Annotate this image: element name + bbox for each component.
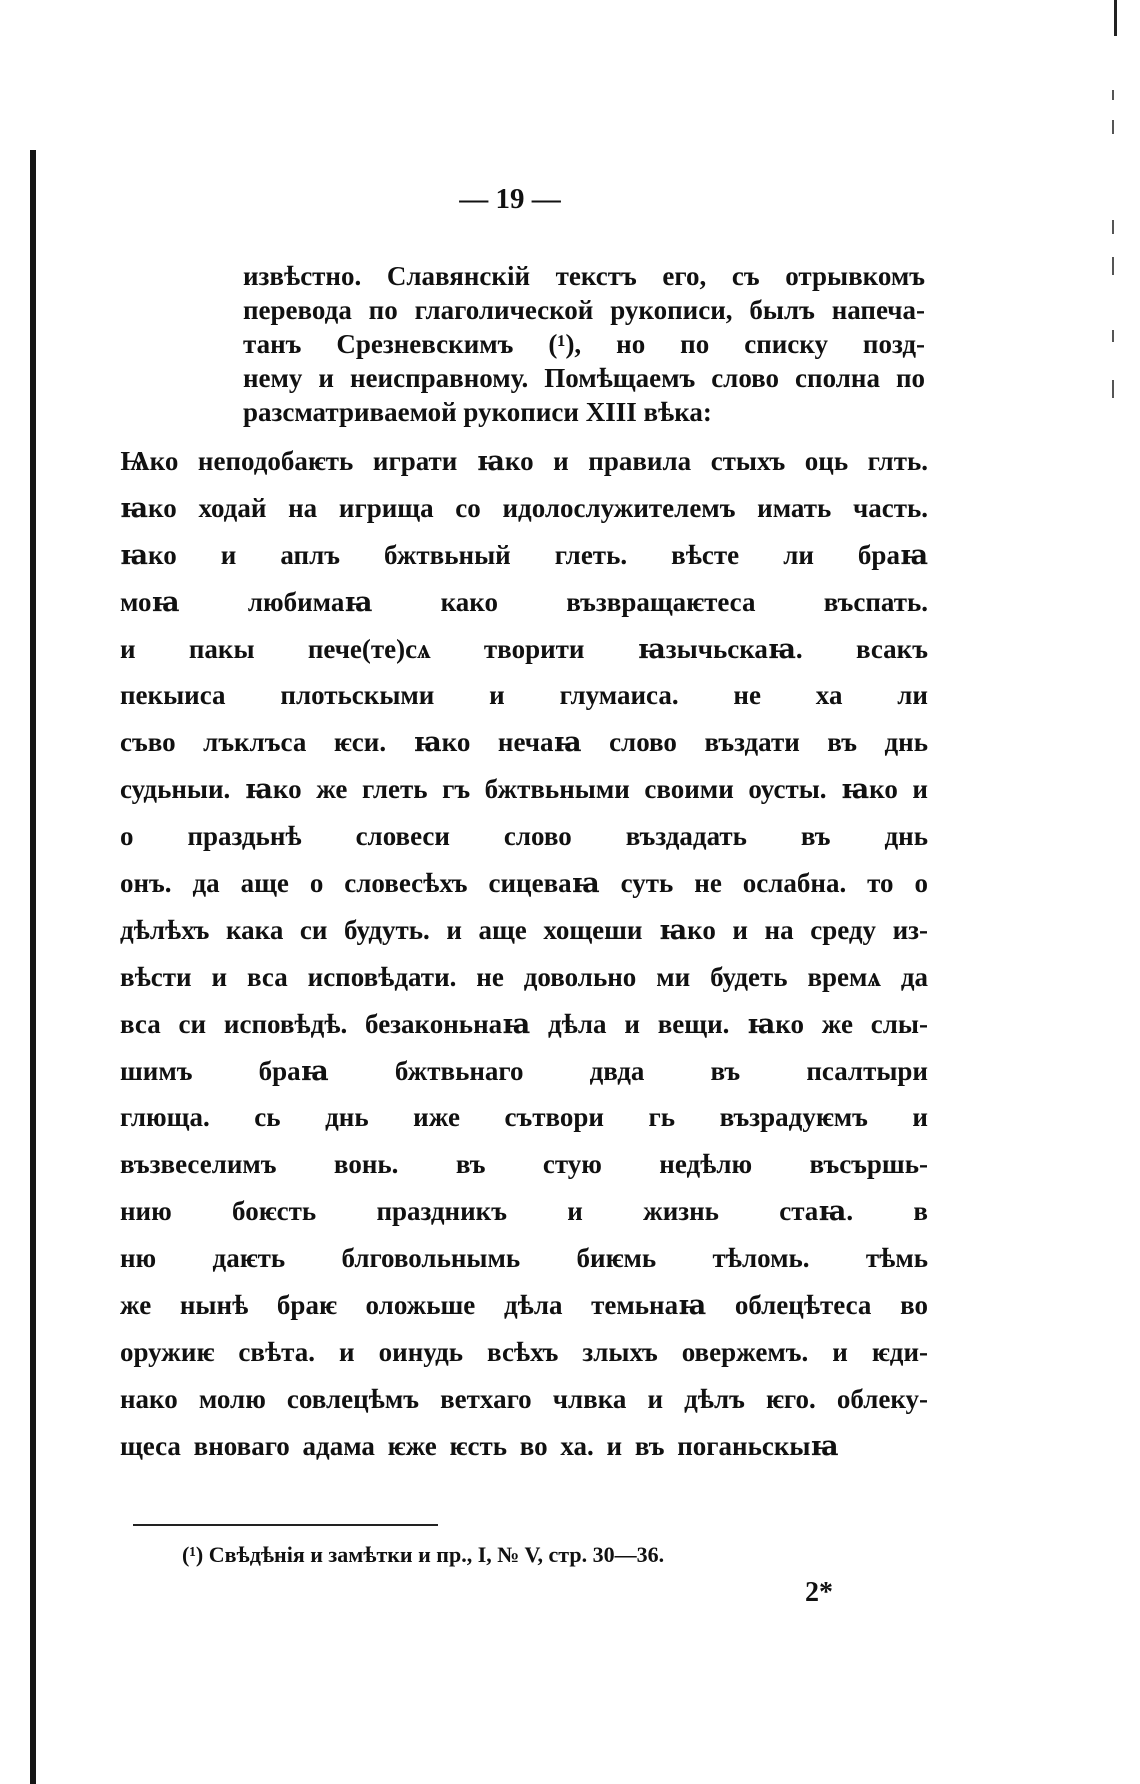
- text-line: съво лъклъса ѥси. ꙗко нечаꙗ слово въздати въ днь: [120, 727, 928, 758]
- text-line: щеса вноваго адама ѥже ѥсть во ха. и въ поганьскыꙗ: [120, 1430, 839, 1461]
- page-edge: [1114, 0, 1117, 36]
- edge-mark: [1112, 220, 1114, 234]
- text-line: пекыиса плотьскыми и глумаиса. не ха ли: [120, 680, 928, 711]
- text-line: ꙗко ходай на игрища со идолослужителемъ имать часть.: [120, 492, 928, 523]
- intro-line: танъ Срезневскимъ (¹), но по списку позд-: [243, 329, 925, 359]
- slavonic-text: [120, 438, 928, 1470]
- text-line: глюща. сь днь иже сътвори гь възрадуѥмъ и: [120, 1102, 928, 1133]
- page-number: — 19 —: [459, 183, 561, 215]
- footnote: (¹) Свѣдѣнія и замѣтки и пр., I, № V, стр. 30—36.: [182, 1542, 665, 1567]
- edge-mark: [1112, 120, 1114, 134]
- text-line: моꙗ любимаꙗ како възвращаѥтеса въспать.: [120, 586, 928, 617]
- text-line: оружиѥ свѣта. и оинудь всѣхъ злыхъ овержемъ. и ѥди-: [120, 1336, 928, 1367]
- intro-paragraph: [243, 259, 925, 429]
- footnote-divider: [133, 1524, 438, 1526]
- text-line: судьныи. ꙗко же глеть гъ бжтвьными своими оусты. ꙗко и: [120, 774, 928, 805]
- intro-line: нему и неисправному. Помѣщаемъ слово сполна по: [243, 363, 925, 393]
- text-line: ню даѥть блговольнымь биѥмь тѣломь. тѣмь: [120, 1243, 928, 1274]
- signature-mark: 2*: [805, 1577, 833, 1608]
- text-line: вса си исповѣдѣ. безаконьнаꙗ дѣла и вещи. ꙗко же слы-: [120, 1008, 928, 1039]
- text-line: о праздьнѣ словеси слово въздадать въ днь: [120, 821, 928, 852]
- text-line: нако молю совлецѣмъ ветхаго члвка и дѣлъ ѥго. облеку-: [120, 1383, 928, 1414]
- text-line: ꙗко и аплъ бжтвьный глеть. вѣсте ли браꙗ: [120, 539, 928, 570]
- text-line: вѣсти и вса исповѣдати. не довольно ми будеть времѧ да: [120, 961, 928, 992]
- text-line: онъ. да аще о словесѣхъ сицеваꙗ суть не ослабна. то о: [120, 868, 928, 899]
- text-line: шимъ браꙗ бжтвьнаго двда въ псалтыри: [120, 1055, 928, 1086]
- edge-mark: [1112, 257, 1114, 275]
- edge-mark: [1112, 380, 1114, 398]
- edge-mark: [1112, 90, 1114, 100]
- text-line: възвеселимъ вонь. въ стую недѣлю въсършь-: [120, 1149, 928, 1180]
- text-line: Ѩко неподобаѥть играти ꙗко и правила стыхъ оць глть.: [120, 446, 928, 476]
- binding-edge: [30, 150, 36, 1784]
- intro-line: перевода по глаголической рукописи, былъ напеча-: [243, 295, 925, 325]
- edge-mark: [1112, 330, 1114, 342]
- text-line: дѣлѣхъ кака си будуть. и аще хощеши ꙗко и на среду из-: [120, 914, 928, 945]
- intro-line: извѣстно. Славянскій текстъ его, съ отрывкомъ: [243, 261, 925, 291]
- text-line: нию боѥсть праздникъ и жизнь стаꙗ. в: [120, 1196, 928, 1227]
- text-line: же нынѣ браѥ оложьше дѣла темьнаꙗ облецѣтеса во: [120, 1290, 928, 1321]
- text-line: и пакы пече(те)сѧ творити ꙗзычьскаꙗ. всакъ: [120, 633, 928, 664]
- intro-line: разсматриваемой рукописи XIII вѣка:: [243, 397, 712, 427]
